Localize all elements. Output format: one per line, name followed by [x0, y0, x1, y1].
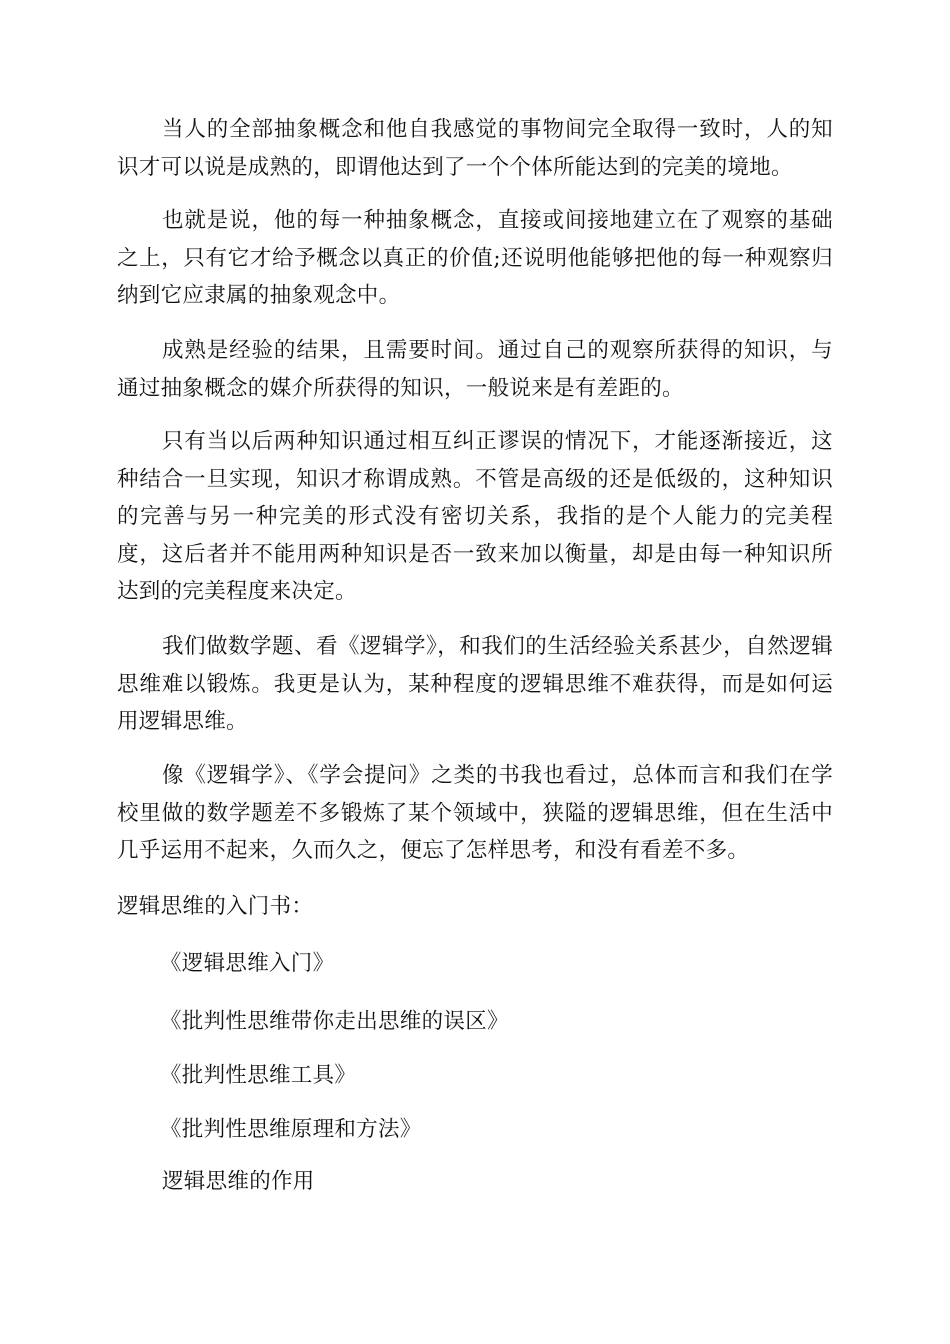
paragraph-5: 我们做数学题、看《逻辑学》，和我们的生活经验关系甚少，自然逻辑思维难以锻炼。我更是认为，某种程度的逻辑思维不难获得，而是如何运用逻辑思维。 [117, 634, 833, 734]
book-title-2: 《批判性思维带你走出思维的误区》 [160, 1009, 509, 1034]
section-heading: 逻辑思维的作用 [162, 1169, 315, 1194]
book-title-4: 《批判性思维原理和方法》 [160, 1117, 422, 1142]
paragraph-1: 当人的全部抽象概念和他自我感觉的事物间完全取得一致时，人的知识才可以说是成熟的，即谓他达到了一个个体所能达到的完美的境地。 [117, 117, 833, 180]
intro-books-heading: 逻辑思维的入门书： [117, 894, 314, 919]
paragraph-4: 只有当以后两种知识通过相互纠正谬误的情况下，才能逐渐接近，这种结合一旦实现，知识才称谓成熟。不管是高级的还是低级的，这种知识的完善与另一种完美的形式没有密切关系，我指的是个人能力的完美程度，这后者并不能用两种知识是否一致来加以衡量，却是由每一种知识所达到的完美程度来决定。 [117, 429, 833, 604]
paragraph-2: 也就是说，他的每一种抽象概念，直接或间接地建立在了观察的基础之上，只有它才给予概念以真正的价值;还说明他能够把他的每一种观察归纳到它应隶属的抽象观念中。 [117, 208, 833, 308]
paragraph-6: 像《逻辑学》、《学会提问》之类的书我也看过，总体而言和我们在学校里做的数学题差不多锻炼了某个领域中，狭隘的逻辑思维，但在生活中几乎运用不起来，久而久之，便忘了怎样思考，和没有看差不多。 [117, 763, 833, 863]
book-title-3: 《批判性思维工具》 [160, 1063, 357, 1088]
paragraph-3: 成熟是经验的结果，且需要时间。通过自己的观察所获得的知识，与通过抽象概念的媒介所获得的知识，一般说来是有差距的。 [117, 338, 833, 401]
book-title-1: 《逻辑思维入门》 [160, 951, 335, 976]
